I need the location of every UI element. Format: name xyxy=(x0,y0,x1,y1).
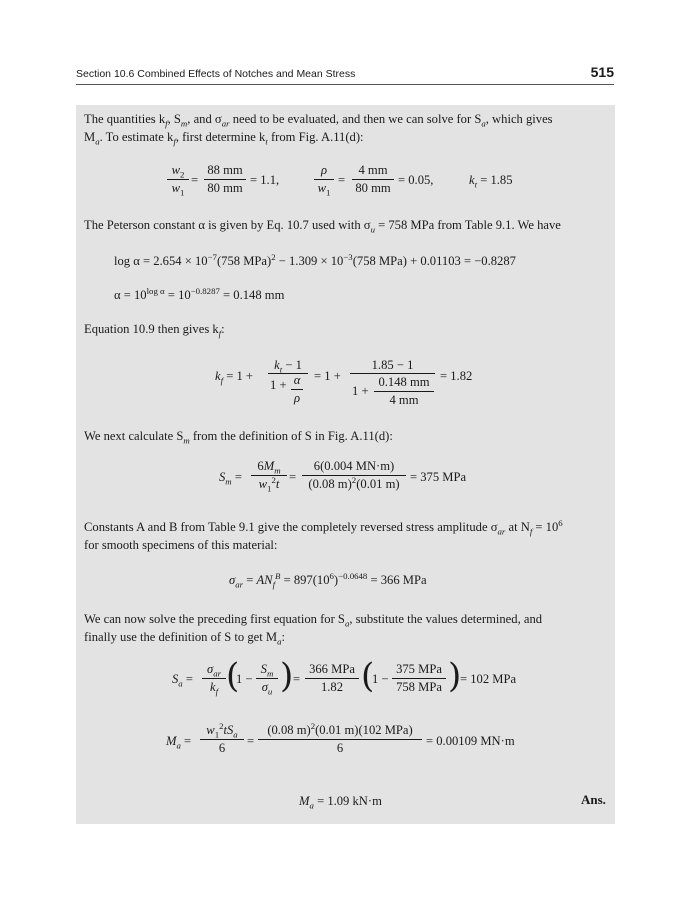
equation-log-alpha: $\log \alpha = 2.654 \times 10^{-7}(758$ $MPa)^2 - 1.309 \times 10^{-3}(758$ MPa) + 0.01103 = −0.8287 xyxy=(114,251,516,268)
page-number: 515 xyxy=(590,64,614,80)
paragraph-5: Constants A and B from Table 9.1 give the completely reversed stress amplitude $\sigma_{ar}$ at $N_f = 10^6$ for smooth specimens of this material: xyxy=(84,517,563,552)
final-result: $M_a = 1.09$ kN·m xyxy=(299,794,382,811)
equation-sigma-ar: $\sigma_{ar} = AN_f^B = 897(10^6)^{-0.0648} = 366$ MPa xyxy=(229,570,427,590)
equation-alpha: $\alpha = 10^{log \alpha} = 10^{-0.8287} = 0.148$ mm xyxy=(114,285,285,302)
answer-label: Ans. xyxy=(581,792,606,807)
running-header xyxy=(76,66,614,85)
paragraph-6: We can now solve the preceding first equation for $S_a$, substitute the values determined, and finally use the definition of S to get $M_a$: xyxy=(84,612,543,647)
paragraph-2: The Peterson constant α is given by Eq. 10.7 used with $\sigma_u = 758$ MPa from Table 9.1. We have xyxy=(84,218,561,235)
paragraph-4: We next calculate $S_m$ from the definition of S in Fig. A.11(d): xyxy=(84,429,393,446)
section-title: Section 10.6 Combined Effects of Notches and Mean Stress xyxy=(76,68,356,80)
paragraph-3: Equation 10.9 then gives $k_f$: xyxy=(84,322,225,339)
paragraph-1: The quantities $k_f$, $S_m$, and $\sigma_{ar}$ need to be evaluated, and then we can solve for $S_a$, which gives $M_a$. To estimate $k_f$, first determine $k_t$ from Fig. A.11(d): xyxy=(84,112,553,147)
